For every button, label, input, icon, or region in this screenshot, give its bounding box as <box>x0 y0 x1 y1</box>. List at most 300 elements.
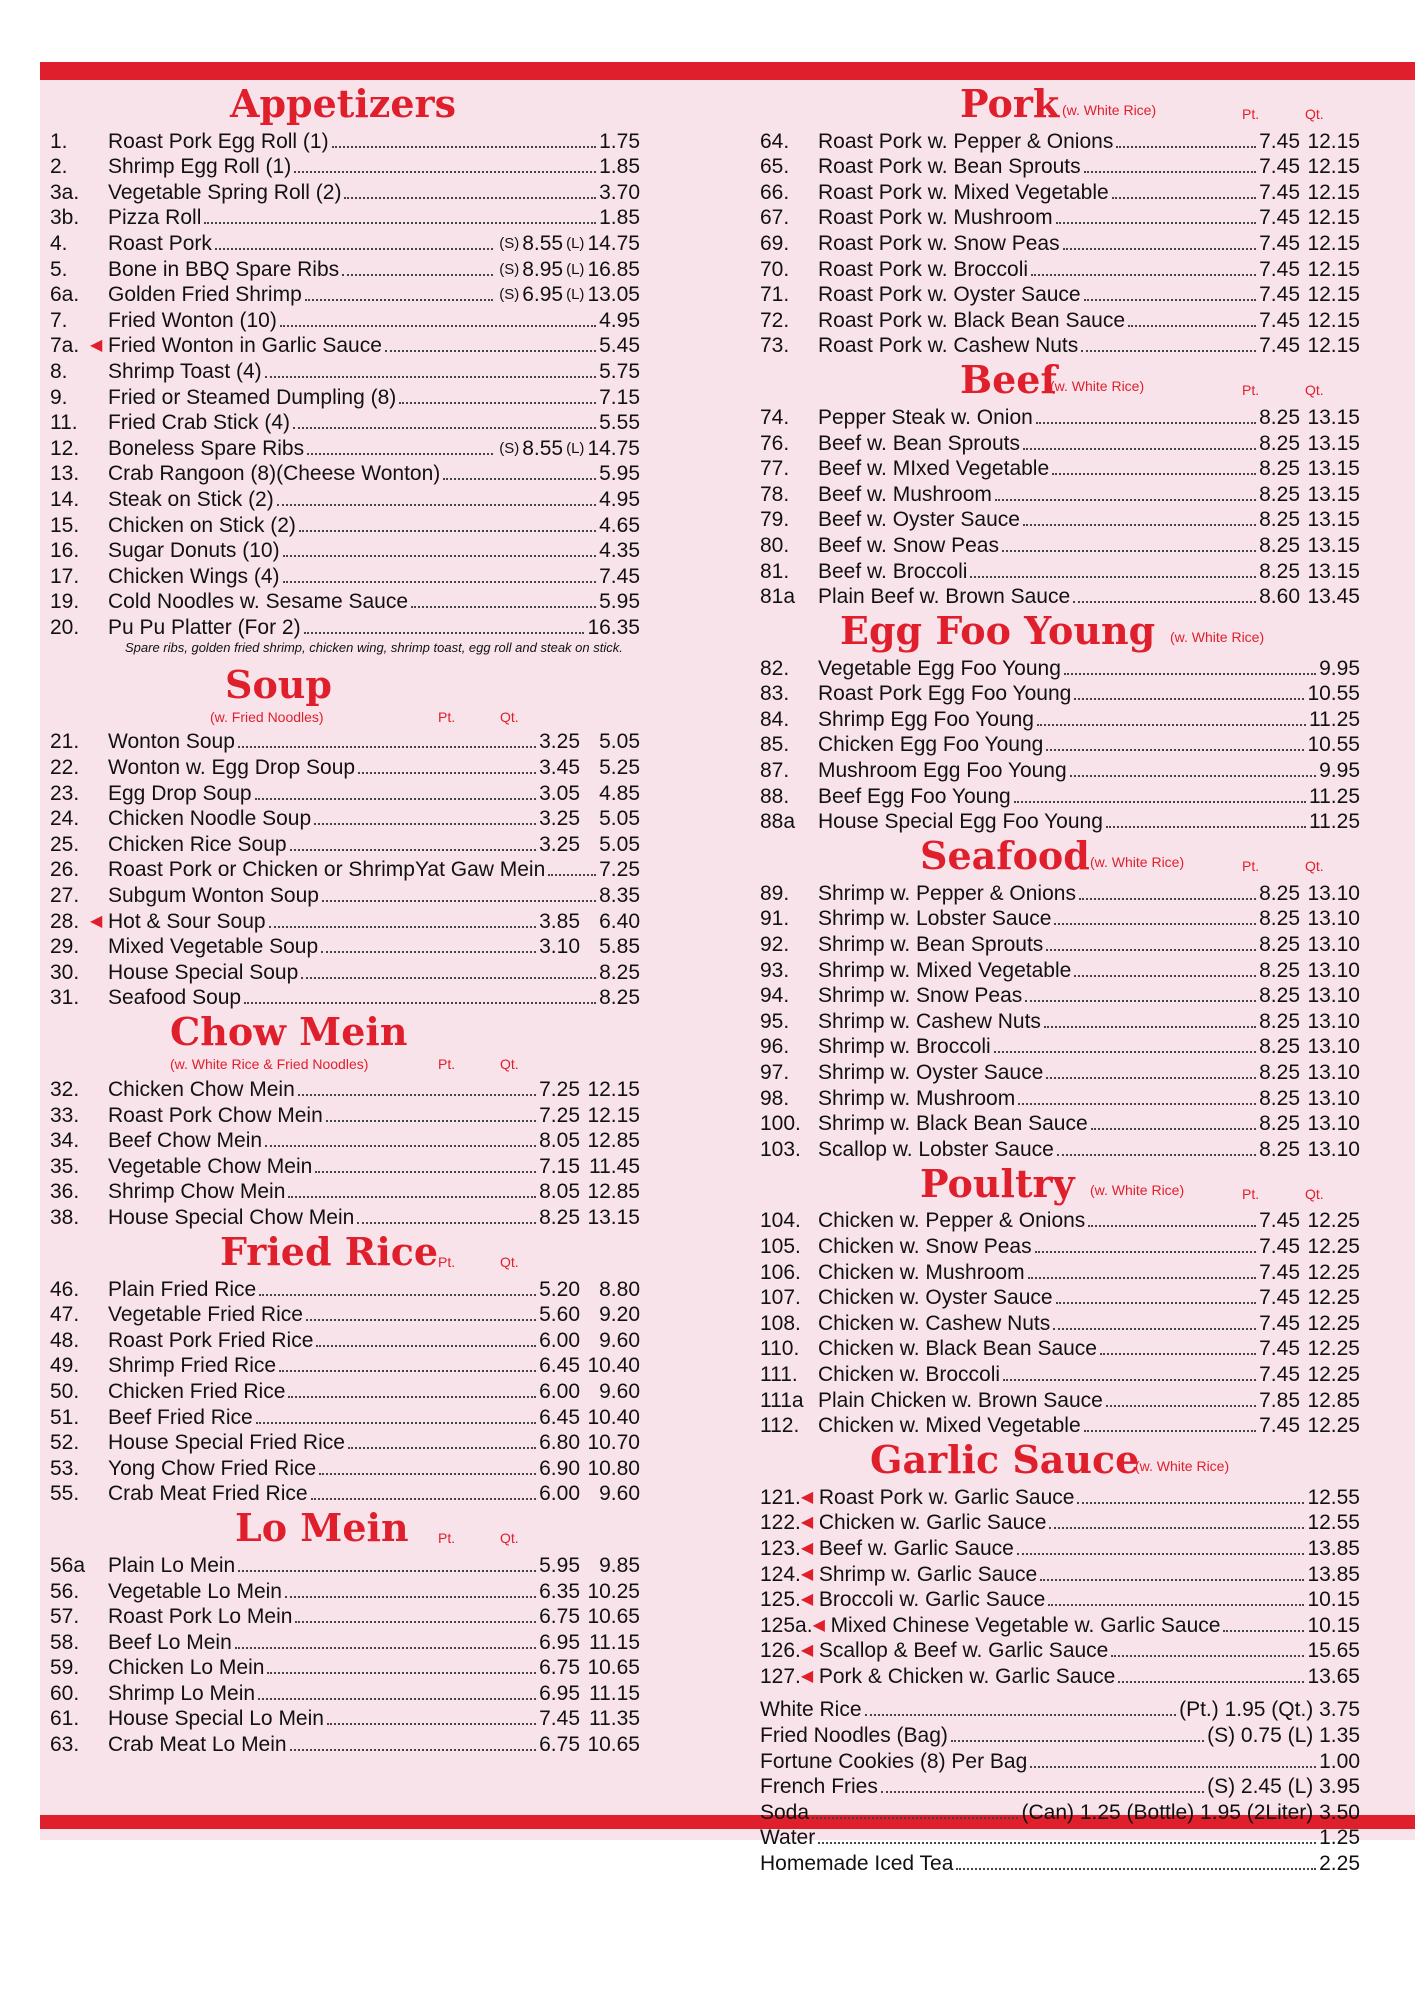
item-number: 82. <box>760 656 790 680</box>
item-name: Fried Wonton in Garlic Sauce <box>108 334 382 358</box>
qt-header: Qt. <box>500 1530 519 1547</box>
item-number: 100. <box>760 1112 801 1136</box>
item-name: House Special Chow Mein <box>108 1205 355 1229</box>
item-price: 7.45 <box>599 564 640 588</box>
dot-leader <box>1084 299 1257 301</box>
size-large-label: (L) <box>566 439 585 457</box>
menu-item <box>760 1484 1360 1510</box>
pt-header: Pt. <box>1242 382 1260 399</box>
section-soup <box>50 663 640 709</box>
item-name: Hot & Sour Soup <box>108 909 266 933</box>
hot-pepper-icon: ◀ <box>90 912 103 930</box>
section-note: (w. White Rice) <box>1090 854 1185 871</box>
quart-price: 13.15 <box>587 1205 640 1229</box>
item-name: Yong Chow Fried Rice <box>108 1456 317 1480</box>
dot-leader <box>411 606 596 608</box>
quart-price: 5.05 <box>599 730 640 754</box>
dot-leader <box>1118 1681 1304 1683</box>
item-name: Vegetable Lo Mein <box>108 1579 282 1603</box>
pork-list <box>760 128 1360 358</box>
pint-price: 7.45 <box>1259 155 1300 179</box>
dot-leader <box>812 1817 1018 1819</box>
extra-row <box>760 1850 1360 1876</box>
item-name: Chicken Chow Mein <box>108 1078 295 1101</box>
menu-item <box>50 154 640 180</box>
menu-item <box>50 806 640 832</box>
menu-item <box>760 1259 1360 1285</box>
dot-leader <box>307 453 493 455</box>
pint-price: 7.45 <box>1259 1311 1300 1335</box>
item-price: 10.15 <box>1307 1613 1360 1637</box>
fried-rice-list <box>50 1276 640 1506</box>
hot-pepper-icon: ◀ <box>800 1488 814 1506</box>
dot-leader <box>283 555 597 557</box>
item-name: Beef w. Snow Peas <box>818 533 999 557</box>
item-price: 10.55 <box>1307 682 1360 706</box>
pint-price: 3.25 <box>539 807 580 831</box>
item-name: Mushroom Egg Foo Young <box>818 759 1067 783</box>
menu-item <box>760 957 1360 983</box>
item-name: Roast Pork w. Garlic Sauce <box>818 1485 1075 1509</box>
hot-pepper-icon: ◀ <box>800 1514 814 1532</box>
dot-leader <box>306 1319 536 1321</box>
menu-item <box>760 1085 1360 1111</box>
item-price: 12.55 <box>1307 1511 1360 1535</box>
quart-price: 12.15 <box>587 1103 640 1127</box>
item-number: 51. <box>50 1405 80 1429</box>
hot-pepper-icon: ◀ <box>90 337 103 355</box>
dot-leader <box>1023 448 1256 450</box>
quart-price: 9.60 <box>599 1379 640 1403</box>
item-number: 88. <box>760 784 790 808</box>
dot-leader <box>1079 898 1256 900</box>
item-price: 8.25 <box>599 986 640 1010</box>
item-number: 26. <box>50 858 80 882</box>
hot-pepper-icon: ◀ <box>800 1642 814 1660</box>
item-name: Shrimp Egg Foo Young <box>818 707 1034 731</box>
extra-row <box>760 1825 1360 1851</box>
dot-leader <box>288 1396 536 1398</box>
section-garlic-sauce <box>760 1438 1360 1484</box>
item-number: 21. <box>50 730 80 754</box>
hot-pepper-icon: ◀ <box>800 1539 814 1557</box>
dot-leader <box>269 926 537 928</box>
menu-item <box>760 481 1360 507</box>
item-name: Roast Pork w. Cashew Nuts <box>818 334 1079 358</box>
item-price: 11.25 <box>1309 784 1360 808</box>
item-number: 64. <box>760 129 790 153</box>
item-name: Shrimp w. Cashew Nuts <box>818 1009 1041 1033</box>
pint-price: 3.45 <box>539 756 580 780</box>
dot-leader <box>299 530 596 532</box>
section-title: Soup <box>225 661 332 707</box>
item-number: 105. <box>760 1234 801 1258</box>
dot-leader <box>327 1723 536 1725</box>
item-name: Mixed Chinese Vegetable w. Garlic Sauce <box>830 1613 1221 1637</box>
dot-leader <box>204 222 596 224</box>
extra-row <box>760 1774 1360 1800</box>
menu-item <box>760 532 1360 558</box>
quart-price: 12.15 <box>1307 129 1360 153</box>
section-seafood <box>760 834 1360 880</box>
item-name: Pepper Steak w. Onion <box>818 405 1033 429</box>
menu-item <box>760 655 1360 681</box>
item-price: 8.35 <box>599 884 640 908</box>
hot-pepper-icon: ◀ <box>800 1667 814 1685</box>
item-price: 8.25 <box>599 960 640 984</box>
section-pork <box>760 82 1360 128</box>
seafood-list <box>760 880 1360 1162</box>
item-price: 9.95 <box>1319 759 1360 783</box>
quart-price: 13.10 <box>1307 1061 1360 1084</box>
dot-leader <box>311 1498 537 1500</box>
dot-leader <box>298 1094 536 1096</box>
item-name: Shrimp Toast (4) <box>108 359 262 383</box>
menu-item <box>760 507 1360 533</box>
pint-price: 8.25 <box>1259 533 1300 557</box>
item-number: 84. <box>760 707 790 731</box>
pint-price: 8.25 <box>1259 559 1300 583</box>
menu-item <box>50 563 640 589</box>
dot-leader <box>1040 1579 1304 1581</box>
item-number: 124. <box>760 1562 801 1586</box>
item-name: Pu Pu Platter (For 2) <box>108 615 301 639</box>
left-column <box>50 82 640 1757</box>
dot-leader <box>295 1621 536 1623</box>
menu-item <box>760 1111 1360 1137</box>
item-name: Chicken w. Pepper & Onions <box>818 1209 1086 1233</box>
dot-leader <box>358 772 536 774</box>
item-name: Roast Pork w. Bean Sprouts <box>818 155 1081 179</box>
item-number: 56a <box>50 1553 86 1577</box>
menu-item <box>760 456 1360 482</box>
item-number: 57. <box>50 1605 80 1629</box>
pint-price: 8.25 <box>1259 405 1300 429</box>
menu-item <box>50 1629 640 1655</box>
dot-leader <box>1100 1353 1256 1355</box>
item-name: Beef w. Mushroom <box>818 482 992 506</box>
item-number: 121. <box>760 1485 801 1509</box>
menu-item <box>760 1612 1360 1638</box>
pint-price: 6.95 <box>539 1681 580 1705</box>
menu-item <box>50 1706 640 1732</box>
menu-item <box>760 230 1360 256</box>
menu-item <box>50 256 640 282</box>
item-number: 97. <box>760 1061 790 1084</box>
menu-item <box>760 1008 1360 1034</box>
item-name: Seafood Soup <box>108 986 242 1010</box>
item-price: 5.75 <box>599 359 640 383</box>
soup-list <box>50 729 640 1011</box>
item-name: Beef Lo Mein <box>108 1630 232 1654</box>
dot-leader <box>294 171 596 173</box>
menu-item <box>760 783 1360 809</box>
item-number: 123. <box>760 1536 801 1560</box>
menu-item <box>50 1578 640 1604</box>
pint-price: 6.45 <box>539 1354 580 1378</box>
dot-leader <box>1081 350 1256 352</box>
dot-leader <box>1017 1553 1305 1555</box>
quart-price: 4.85 <box>599 781 640 805</box>
pint-price: 6.00 <box>539 1379 580 1403</box>
item-price: (S) 0.75 (L) 1.35 <box>1207 1724 1360 1748</box>
quart-price: 10.65 <box>587 1733 640 1757</box>
pint-price: 6.75 <box>539 1733 580 1757</box>
item-name: Wonton Soup <box>108 730 235 754</box>
menu-item <box>760 1361 1360 1387</box>
item-number: 91. <box>760 907 790 931</box>
item-name: Chicken w. Black Bean Sauce <box>818 1337 1097 1361</box>
quart-price: 10.40 <box>587 1405 640 1429</box>
extra-row <box>760 1697 1360 1723</box>
menu-item <box>50 1455 640 1481</box>
item-number: 48. <box>50 1328 80 1352</box>
pint-price: 3.05 <box>539 781 580 805</box>
dot-leader <box>348 1447 536 1449</box>
section-chow-mein <box>50 1010 640 1056</box>
item-number: 32. <box>50 1078 80 1101</box>
item-number: 77. <box>760 457 790 481</box>
pint-price: 8.25 <box>1259 482 1300 506</box>
dot-leader <box>1002 550 1256 552</box>
item-number: 3a. <box>50 180 80 204</box>
item-name: Shrimp Egg Roll (1) <box>108 155 292 179</box>
dot-leader <box>1049 1527 1304 1529</box>
item-number: 61. <box>50 1707 80 1731</box>
pint-price: 7.45 <box>1259 1260 1300 1284</box>
right-column <box>760 82 1360 1876</box>
pint-price: 7.45 <box>1259 1362 1300 1386</box>
quart-price: 12.15 <box>1307 155 1360 179</box>
dot-leader <box>399 402 596 404</box>
item-number: 111. <box>760 1362 798 1386</box>
quart-price: 13.10 <box>1307 907 1360 931</box>
dot-leader <box>1018 1103 1256 1105</box>
item-price: (Can) 1.25 (Bottle) 1.95 (2Liter) 3.50 <box>1021 1800 1360 1824</box>
quart-price: 12.25 <box>1307 1337 1360 1361</box>
item-name: Beef w. Bean Sprouts <box>818 431 1020 455</box>
menu-item <box>760 1387 1360 1413</box>
item-name: Shrimp w. Oyster Sauce <box>818 1061 1044 1084</box>
pt-header: Pt. <box>1242 858 1260 875</box>
item-name: Bone in BBQ Spare Ribs <box>108 257 340 281</box>
item-name: Chicken Noodle Soup <box>108 807 312 831</box>
section-note: (w. White Rice) <box>1062 102 1157 118</box>
dot-leader <box>1054 923 1256 925</box>
size-small-label: (S) <box>499 260 520 278</box>
item-price: 11.25 <box>1309 707 1360 731</box>
dot-leader <box>385 350 596 352</box>
quart-price: 12.25 <box>1307 1414 1360 1438</box>
quart-price: 5.85 <box>599 935 640 959</box>
item-number: 110. <box>760 1337 800 1361</box>
section-title: Seafood <box>920 833 1090 879</box>
dot-leader <box>301 977 596 979</box>
quart-price: 11.15 <box>589 1630 640 1654</box>
item-price: 4.65 <box>599 513 640 537</box>
pint-price: 5.60 <box>539 1303 580 1327</box>
menu-item <box>50 959 640 985</box>
dot-leader <box>443 478 596 480</box>
menu-item <box>50 1404 640 1430</box>
quart-price: 13.15 <box>1307 405 1360 429</box>
item-number: 56. <box>50 1579 80 1603</box>
menu-item <box>760 1638 1360 1664</box>
pint-price: 6.45 <box>539 1405 580 1429</box>
dot-leader <box>238 1570 536 1572</box>
quart-price: 13.15 <box>1307 431 1360 455</box>
pint-price: 7.45 <box>1259 1209 1300 1233</box>
hot-pepper-icon: ◀ <box>800 1565 814 1583</box>
menu-item <box>50 908 640 934</box>
item-name: Boneless Spare Ribs <box>108 436 305 460</box>
dot-leader <box>1084 171 1256 173</box>
pint-price: 7.25 <box>539 1103 580 1127</box>
menu-item <box>50 1353 640 1379</box>
item-name: Roast Pork Chow Mein <box>108 1103 323 1127</box>
quart-price: 11.15 <box>589 1681 640 1705</box>
menu-item <box>50 1153 640 1179</box>
quart-price: 13.10 <box>1307 933 1360 957</box>
item-number: 7a. <box>50 334 80 358</box>
item-number: 60. <box>50 1681 80 1705</box>
dot-leader <box>1046 1077 1256 1079</box>
menu-item <box>760 154 1360 180</box>
item-name: Subgum Wonton Soup <box>108 884 319 908</box>
menu-item <box>50 1378 640 1404</box>
item-name: Shrimp w. Lobster Sauce <box>818 907 1052 931</box>
dot-leader <box>1106 826 1306 828</box>
dot-leader <box>277 504 596 506</box>
pint-price: 3.25 <box>539 832 580 856</box>
menu-item <box>50 333 640 359</box>
item-name: Plain Chicken w. Brown Sauce <box>818 1388 1103 1412</box>
item-price: 11.25 <box>1309 810 1360 834</box>
quart-price: 13.15 <box>1307 508 1360 532</box>
item-number: 46. <box>50 1277 80 1301</box>
menu-item <box>50 1276 640 1302</box>
dot-leader <box>1030 1766 1316 1768</box>
dot-leader <box>1031 274 1256 276</box>
item-number: 126. <box>760 1639 801 1663</box>
menu-item <box>760 931 1360 957</box>
item-name: Shrimp w. Bean Sprouts <box>818 933 1044 957</box>
dot-leader <box>322 900 596 902</box>
section-poultry <box>760 1162 1360 1208</box>
item-price: 4.95 <box>599 487 640 511</box>
pint-price: 6.75 <box>539 1656 580 1680</box>
item-name: White Rice <box>760 1698 862 1722</box>
top-red-bar <box>40 62 1415 80</box>
item-number: 111a <box>760 1388 804 1412</box>
item-number: 13. <box>50 462 80 486</box>
item-name: Chicken Wings (4) <box>108 564 280 588</box>
quart-price: 12.85 <box>587 1129 640 1153</box>
item-price: 9.95 <box>1319 656 1360 680</box>
pint-price: 6.35 <box>539 1579 580 1603</box>
item-price: 5.55 <box>599 411 640 435</box>
menu-item <box>760 1034 1360 1060</box>
menu-item <box>760 1535 1360 1561</box>
item-price: 1.85 <box>599 155 640 179</box>
item-number: 5. <box>50 257 68 281</box>
section-title: Egg Foo Young <box>840 608 1156 654</box>
pint-price: 8.25 <box>1259 508 1300 532</box>
item-number: 3b. <box>50 206 80 230</box>
menu-item <box>760 1561 1360 1587</box>
section-title: Lo Mein <box>235 1505 409 1551</box>
item-number: 20. <box>50 615 80 639</box>
chow-mein-list <box>50 1076 640 1230</box>
item-name: Golden Fried Shrimp <box>108 283 302 307</box>
quart-price: 12.85 <box>1307 1388 1360 1412</box>
item-price: (Pt.) 1.95 (Qt.) 3.75 <box>1179 1698 1360 1722</box>
dot-leader <box>238 746 536 748</box>
dot-leader <box>548 874 596 876</box>
item-number: 74. <box>760 405 790 429</box>
pint-price: 8.25 <box>1259 1035 1300 1059</box>
item-number: 65. <box>760 155 790 179</box>
quart-price: 10.80 <box>587 1456 640 1480</box>
dot-leader <box>290 849 537 851</box>
item-name: Roast Pork Lo Mein <box>108 1605 293 1629</box>
quart-price: 6.40 <box>599 909 640 933</box>
item-number: 36. <box>50 1180 80 1204</box>
menu-item <box>50 1604 640 1630</box>
menu-item <box>760 1310 1360 1336</box>
menu-item <box>760 307 1360 333</box>
dot-leader <box>265 376 596 378</box>
dot-leader <box>265 1145 536 1147</box>
item-price: 5.45 <box>599 334 640 358</box>
item-name: Shrimp w. Snow Peas <box>818 984 1023 1008</box>
section-title: Fried Rice <box>220 1228 439 1274</box>
section-note: (w. White Rice) <box>1050 378 1145 395</box>
item-number: 112. <box>760 1414 800 1438</box>
menu-item <box>50 1128 640 1154</box>
menu-item <box>50 1655 640 1681</box>
item-number: 93. <box>760 958 790 982</box>
item-number: 104. <box>760 1209 801 1233</box>
menu-item <box>50 358 640 384</box>
menu-item <box>760 732 1360 758</box>
dot-leader <box>1044 1026 1256 1028</box>
dot-leader <box>280 325 596 327</box>
lo-mein-list <box>50 1552 640 1757</box>
pint-price: 8.25 <box>1259 431 1300 455</box>
menu-item <box>760 1663 1360 1689</box>
item-number: 80. <box>760 533 790 557</box>
menu-item <box>760 880 1360 906</box>
pint-price: 6.00 <box>539 1328 580 1352</box>
menu-item <box>50 857 640 883</box>
menu-item <box>50 1430 640 1456</box>
item-name: Water <box>760 1826 816 1850</box>
egg-foo-young-list <box>760 655 1360 834</box>
menu-item <box>50 1680 640 1706</box>
pint-price: 7.45 <box>1259 180 1300 204</box>
qt-header: Qt. <box>500 1056 519 1073</box>
menu-item <box>50 1552 640 1578</box>
item-number: 81. <box>760 559 790 583</box>
section-beef <box>760 358 1360 404</box>
pint-price: 8.25 <box>1259 1009 1300 1033</box>
section-fried-rice <box>50 1230 640 1276</box>
item-name: Shrimp w. Broccoli <box>818 1035 991 1059</box>
section-title: Beef <box>960 357 1057 403</box>
dot-leader <box>1112 197 1256 199</box>
item-name: Shrimp w. Black Bean Sauce <box>818 1112 1088 1136</box>
